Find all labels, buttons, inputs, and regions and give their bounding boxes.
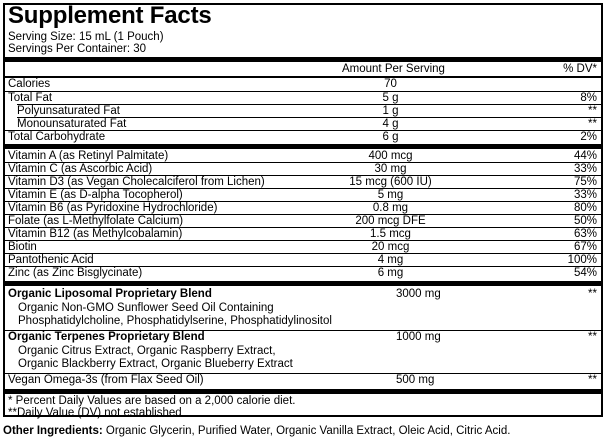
- nutrient-row: [5, 162, 601, 176]
- nutrient-amount: 5 mg: [377, 189, 404, 201]
- nutrient-amount: 0.8 mg: [372, 202, 409, 214]
- nutrient-name: Monounsaturated Fat: [17, 118, 127, 130]
- nutrient-dv: 75%: [573, 176, 597, 188]
- blend-dv: **: [588, 288, 597, 300]
- nutrient-dv: **: [588, 118, 597, 130]
- omega-amount: 500 mg: [396, 374, 435, 386]
- nutrient-row: [5, 253, 601, 267]
- nutrient-dv: 100%: [567, 254, 597, 266]
- nutrient-amount: 5 g: [382, 92, 399, 104]
- nutrient-name: Vitamin A (as Retinyl Palmitate): [8, 150, 169, 162]
- nutrient-amount: 30 mg: [374, 163, 407, 175]
- nutrient-dv: 2%: [580, 131, 597, 143]
- nutrient-row: [5, 149, 601, 163]
- nutrient-dv: 44%: [573, 150, 597, 162]
- nutrient-row: [5, 77, 601, 91]
- blend-description: Organic Blackberry Extract, Organic Blueberry Extract: [18, 358, 293, 370]
- other-ingredients-text: Organic Glycerin, Purified Water, Organic Vanilla Extract, Oleic Acid, Citric Acid.: [102, 425, 511, 437]
- supplement-facts-panel: [3, 3, 603, 417]
- panel-title: Supplement Facts: [8, 2, 212, 29]
- nutrient-name: Folate (as L-Methylfolate Calcium): [8, 215, 184, 227]
- nutrient-name: Pantothenic Acid: [8, 254, 94, 266]
- nutrient-amount: 1.5 mcg: [370, 228, 411, 240]
- nutrient-amount: 6 g: [382, 131, 399, 143]
- nutrient-name: Calories: [8, 78, 51, 90]
- blend-amount: 3000 mg: [396, 288, 441, 300]
- nutrient-dv: 54%: [573, 267, 597, 279]
- nutrient-row: [5, 227, 601, 241]
- nutrient-dv: **: [588, 105, 597, 117]
- blend-block: [8, 288, 332, 329]
- nutrient-name: Biotin: [8, 241, 37, 253]
- nutrient-row: [5, 266, 601, 280]
- footnote-dv-not-established: **Daily Value (DV) not established: [8, 407, 182, 419]
- blend-description: Organic Non-GMO Sunflower Seed Oil Containing: [18, 301, 274, 314]
- serving-size: Serving Size: 15 mL (1 Pouch): [8, 31, 164, 43]
- nutrient-name: Total Carbohydrate: [8, 131, 106, 143]
- nutrient-name: Vitamin B6 (as Pyridoxine Hydrochloride): [8, 202, 218, 214]
- nutrient-amount: 15 mcg (600 IU): [349, 176, 432, 188]
- nutrient-amount: 70: [384, 78, 397, 90]
- nutrient-name: Vitamin E (as D-alpha Tocopherol): [8, 189, 183, 201]
- blend-amount: 1000 mg: [396, 331, 441, 343]
- blend-description: Phosphatidylcholine, Phosphatidylserine, Phosphatidylinositol: [18, 315, 332, 327]
- nutrient-name: Vitamin D3 (as Vegan Cholecalciferol from Lichen): [8, 176, 265, 188]
- omega-dv: **: [588, 374, 597, 386]
- other-ingredients: [3, 424, 510, 438]
- nutrient-amount: 20 mcg: [371, 241, 410, 253]
- nutrient-name: Polyunsaturated Fat: [17, 105, 120, 117]
- blend-name: Organic Liposomal Proprietary Blend: [8, 288, 212, 300]
- nutrient-amount: 6 mg: [377, 267, 404, 279]
- nutrient-dv: 50%: [573, 215, 597, 227]
- blend-name: Organic Terpenes Proprietary Blend: [8, 331, 205, 343]
- nutrient-row: [5, 117, 601, 131]
- dv-header: % DV*: [563, 63, 597, 75]
- nutrient-dv: 33%: [573, 163, 597, 175]
- nutrient-name: Total Fat: [8, 92, 53, 104]
- nutrient-row: [5, 201, 601, 215]
- nutrient-name: Vitamin B12 (as Methylcobalamin): [8, 228, 183, 240]
- nutrient-row: [5, 214, 601, 228]
- blend-dv: **: [588, 331, 597, 343]
- omega-row: [8, 374, 204, 388]
- thick-rule: [5, 389, 601, 394]
- nutrient-dv: 63%: [573, 228, 597, 240]
- blend-block: [8, 331, 293, 372]
- amount-per-serving-header: Amount Per Serving: [342, 63, 445, 75]
- nutrient-row: [5, 188, 601, 202]
- nutrient-amount: 4 mg: [377, 254, 404, 266]
- nutrient-name: Vitamin C (as Ascorbic Acid): [8, 163, 153, 175]
- footnote-percent-dv: * Percent Daily Values are based on a 2,000 calorie diet.: [8, 395, 296, 407]
- column-header-row: [5, 62, 601, 76]
- nutrient-amount: 4 g: [382, 118, 399, 130]
- thick-rule: [5, 281, 601, 286]
- omega-name: Vegan Omega-3s (from Flax Seed Oil): [8, 374, 204, 386]
- nutrient-amount: 200 mcg DFE: [355, 215, 426, 227]
- nutrient-row: [5, 240, 601, 254]
- nutrient-row: [5, 104, 601, 118]
- nutrient-amount: 400 mcg: [368, 150, 413, 162]
- nutrient-row: [5, 175, 601, 189]
- blend-description: Organic Citrus Extract, Organic Raspberry Extract,: [18, 344, 276, 357]
- nutrient-row: [5, 130, 601, 144]
- nutrient-dv: 33%: [573, 189, 597, 201]
- servings-per-container: Servings Per Container: 30: [8, 43, 147, 55]
- nutrient-dv: 8%: [580, 92, 597, 104]
- nutrient-name: Zinc (as Zinc Bisglycinate): [8, 267, 143, 279]
- other-ingredients-label: Other Ingredients:: [3, 425, 103, 437]
- nutrient-amount: 1 g: [382, 105, 399, 117]
- nutrient-dv: 80%: [573, 202, 597, 214]
- nutrient-row: [5, 91, 601, 105]
- nutrient-dv: 67%: [573, 241, 597, 253]
